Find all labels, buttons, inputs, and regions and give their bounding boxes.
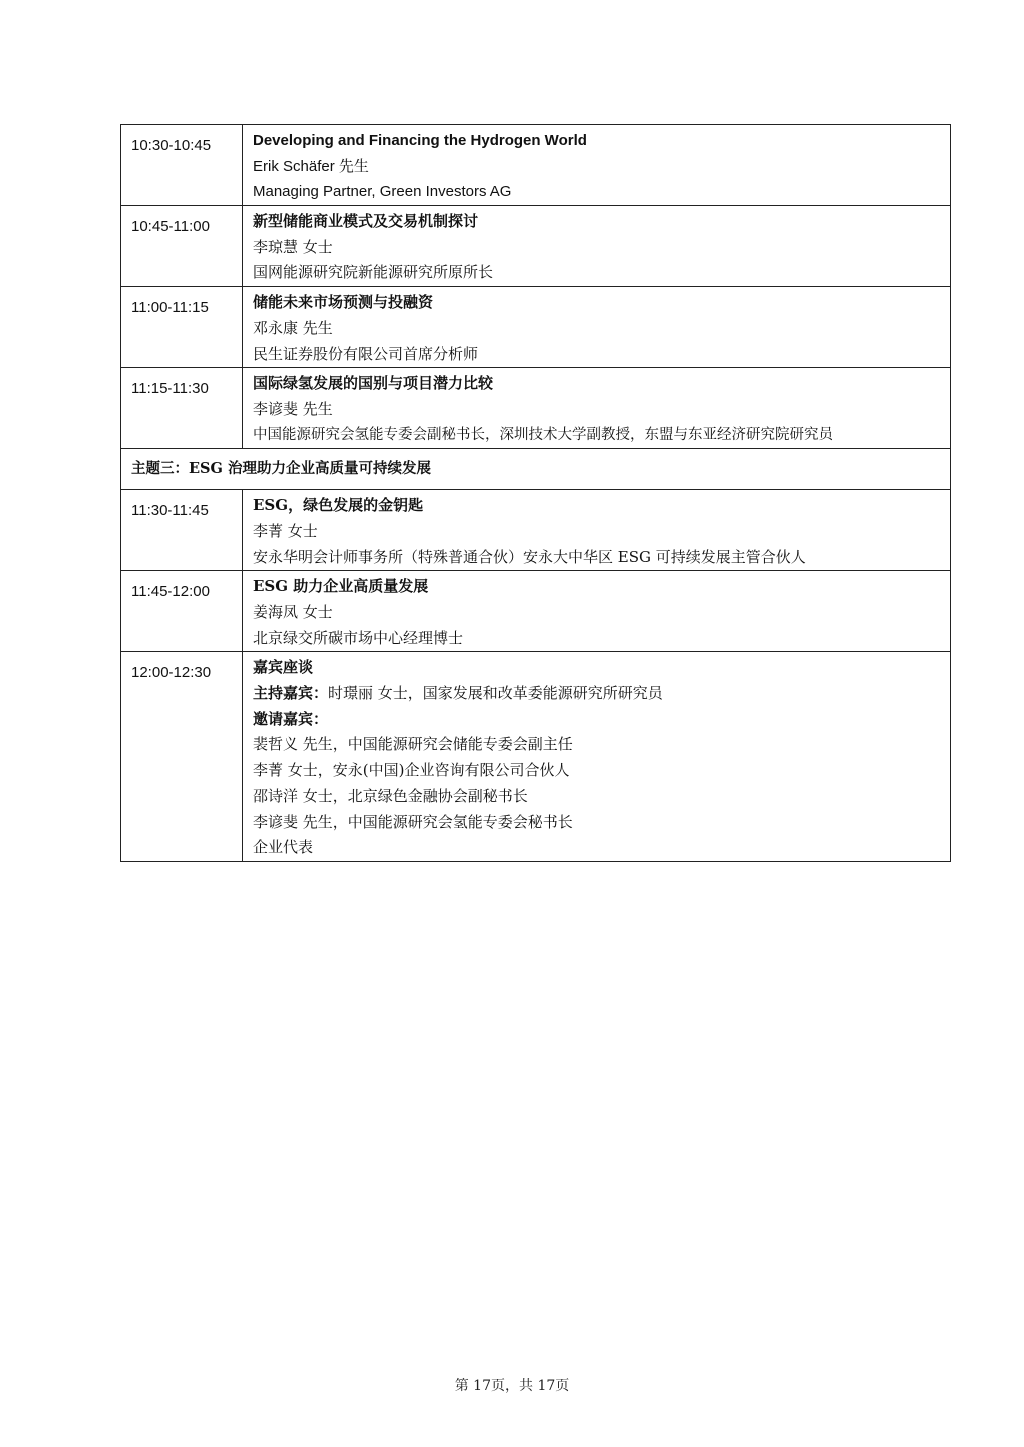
table-row — [121, 206, 951, 287]
session-title: 国际绿氢发展的国别与项目潜力比较 — [253, 374, 494, 393]
session-title: 新型储能商业模式及交易机制探讨 — [253, 212, 479, 231]
session-role: 安永华明会计师事务所（特殊普通合伙）安永大中华区 ESG 可持续发展主管合伙人 — [253, 547, 806, 566]
session-title: Developing and Financing the Hydrogen World — [253, 132, 587, 149]
table-row — [121, 125, 951, 206]
session-speaker: 李琼慧 女士 — [253, 237, 333, 256]
session-time: 10:45-11:00 — [121, 206, 243, 287]
panel-title: 嘉宾座谈 — [253, 658, 314, 677]
session-role: Managing Partner, Green Investors AG — [253, 183, 512, 201]
panel-guest: 李谚斐 先生，中国能源研究会氢能专委会秘书长 — [253, 812, 573, 831]
session-title: ESG 助力企业高质量发展 — [253, 577, 429, 596]
session-speaker: 姜海凤 女士 — [253, 603, 333, 621]
session-content — [243, 206, 951, 287]
session-content — [243, 125, 951, 206]
session-time: 11:15-11:30 — [121, 368, 243, 449]
session-role: 中国能源研究会氢能专委会副秘书长，深圳技术大学副教授，东盟与东亚经济研究院研究员 — [253, 426, 833, 443]
session-content — [243, 287, 951, 368]
session-title: ESG，绿色发展的金钥匙 — [253, 496, 424, 515]
session-content — [243, 490, 951, 571]
session-role: 北京绿交所碳市场中心经理博士 — [253, 628, 464, 647]
session-content — [243, 368, 951, 449]
guests-label: 邀请嘉宾： — [253, 709, 329, 728]
panel-time: 12:00-12:30 — [121, 652, 243, 862]
session-speaker: 李菁 女士 — [253, 521, 318, 540]
agenda-table — [120, 124, 951, 862]
table-row — [121, 652, 951, 862]
session-time: 11:45-12:00 — [121, 571, 243, 652]
host-label: 主持嘉宾： — [253, 684, 329, 703]
theme-row — [121, 449, 951, 490]
table-row — [121, 287, 951, 368]
session-title: 储能未来市场预测与投融资 — [253, 293, 434, 312]
session-role: 国网能源研究院新能源研究所原所长 — [253, 263, 494, 282]
panel-guests-label — [253, 707, 944, 733]
panel-host-line — [253, 681, 944, 707]
panel-content — [243, 652, 951, 862]
session-time: 11:30-11:45 — [121, 490, 243, 571]
session-time: 10:30-10:45 — [121, 125, 243, 206]
host-name: 时璟丽 女士，国家发展和改革委能源研究所研究员 — [328, 684, 663, 703]
page-number-footer: 第 17页，共 17页 — [454, 1378, 570, 1394]
session-speaker: 邓永康 先生 — [253, 318, 333, 337]
panel-guest: 裴哲义 先生，中国能源研究会储能专委会副主任 — [253, 735, 573, 754]
session-content — [243, 571, 951, 652]
session-role: 民生证券股份有限公司首席分析师 — [253, 344, 479, 363]
table-row — [121, 571, 951, 652]
panel-guest: 企业代表 — [253, 838, 314, 857]
panel-guest: 邵诗洋 女士，北京绿色金融协会副秘书长 — [253, 786, 528, 805]
session-speaker: Erik Schäfer 先生 — [253, 157, 369, 175]
panel-guest: 李菁 女士，安永(中国)企业咨询有限公司合伙人 — [253, 761, 570, 780]
session-time: 11:00-11:15 — [121, 287, 243, 368]
session-speaker: 李谚斐 先生 — [253, 399, 333, 418]
table-row — [121, 490, 951, 571]
table-row — [121, 368, 951, 449]
theme-heading: 主题三：ESG 治理助力企业高质量可持续发展 — [121, 449, 951, 490]
